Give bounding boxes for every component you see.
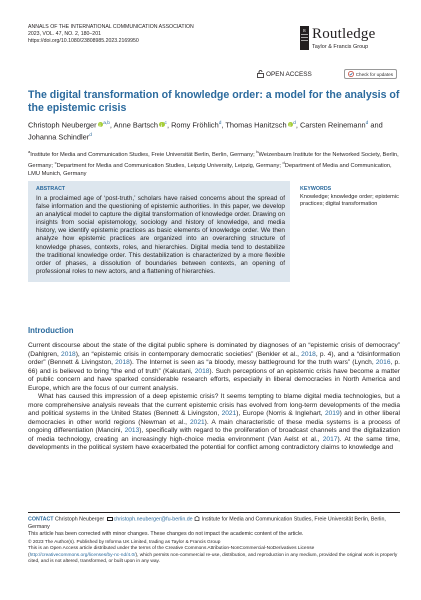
author-name[interactable]: Romy Fröhlich <box>171 120 219 130</box>
affiliation-b: Weizenbaum Institute for the Networked Society, Berlin, Germany; <box>28 151 399 170</box>
orcid-icon[interactable] <box>159 122 165 128</box>
orcid-icon[interactable] <box>98 122 104 128</box>
publisher-name: Routledge <box>312 26 376 42</box>
author-affil-sup: c <box>164 121 167 126</box>
introduction-body <box>28 342 400 453</box>
doi-link[interactable]: https://doi.org/10.1080/23808985.2023.2169950 <box>28 38 139 45</box>
paragraph: What has caused this impression of a deep epistemic crisis? It seems tempting to blame digital media technologies, but a more comprehensive analysis reveals that the current epistemic crisis has evolved from long-term developments of the media and political systems in the United States (Bennett & Livingston, 2021), Europe (Norris & Inglehart, 2019) and in other liberal democracies in other world regions (Newman et al., 2021). A main characteristic of these media systems is a process of ongoing differentiation (Mancini, 2013), specifically with regard to the proliferation of broadcast channels and the digitalization of media technology, creating an increasingly high-choice media environment (Van Aelst et al., 2017). At the same time, developments in the political system have exacerbated the potential for conflict among contradictory claims to knowledge and <box>28 393 401 451</box>
footnote-divider <box>28 512 400 513</box>
journal-header <box>28 24 288 46</box>
author-affil-sup: d <box>89 132 92 138</box>
license-link[interactable]: http://creativecommons.org/licenses/by-nc-nd/4.0/ <box>29 552 136 558</box>
author-affil-sup: d <box>218 121 222 126</box>
orcid-icon[interactable] <box>288 122 294 128</box>
contact-label: CONTACT <box>28 516 54 523</box>
paragraph: Current discourse about the state of the digital public sphere is dominated by diagnoses of an “epistemic crisis of democracy” (Dahlgren, 2018), an “epistemic crisis in contemporary democratic societies” (Benkler et al., 2018, p. 4), and a “disinformation order” (Bennett & Livingston, 2018). The Internet is seen as “a bloody, messy battleground for the truth wars” (Lynch, 2016, p. 66) and is believed to bring “the end of truth” (Kakutani, 2018). Such perceptions of an epistemic crisis have become a matter of public concern and have sparked considerable research efforts, especially in liberal democracies in North America and Europe, which are the focus of our current analysis. <box>28 342 401 392</box>
correction-note: This article has been corrected with minor changes. These changes do not impact the academic content of the article. <box>28 530 304 537</box>
author-name[interactable]: Carsten Reinemann <box>299 120 366 130</box>
check-updates-button[interactable] <box>344 69 397 79</box>
author-list: Christoph Neubergeri $^{a,b}$, Anne Bartschi $^c$, Romy Fröhlich$^d$, Thomas Hanitzschi $^d$, Carsten Reinemann$^d$ and Johanna Schindler$^d$ <box>28 119 400 142</box>
citation-link[interactable]: 2018 <box>61 350 76 358</box>
author-name[interactable]: Anne Bartsch <box>113 120 158 130</box>
email-icon <box>107 517 113 522</box>
article-title: The digital transformation of knowledge order: a model for the analysis of the epistemic crisis <box>28 89 400 114</box>
author-affil-sup: d <box>365 121 369 126</box>
copyright: © 2023 The Author(s). Published by Informa UK Limited, trading as Taylor & Francis Group <box>28 539 221 545</box>
open-lock-icon <box>257 70 264 78</box>
author-affil-sup: a,b <box>103 121 110 126</box>
abstract-text: In a proclaimed age of ‘post-truth,’ scholars have raised concerns about the spread of false information and the questioning of epistemic authorities. In this paper, we develop an analytical model to capture the digital transformation of knowledge order. Drawing on insights from social epistemology, sociology and history of knowledge, and media history, we identify epistemic practices as basic elements of knowledge order. We then analyze how epistemic practices are organized into an overarching structure of knowledge phases, contexts, roles, and hierarchies. Digital media tend to destabilize the traditional knowledge order. This destabilization is characterized by a more flexible order of phases, a dissolution of boundaries between contexts, an opening of professional roles to new actors, and a flattening of hierarchies. <box>36 195 285 275</box>
journal-name: ANNALS OF THE INTERNATIONAL COMMUNICATION ASSOCIATION <box>28 24 194 30</box>
contact-line <box>28 516 400 531</box>
routledge-logo-icon <box>300 26 309 50</box>
publisher-logo <box>300 24 400 54</box>
author-name[interactable]: Christoph Neuberger <box>28 120 97 130</box>
license-text: This is an Open Access article distributed under the terms of the Creative Commons Attribution-NonCommercial-NoDerivatives License (http://creativecommons.org/licenses/by-nc-nd/4.0/), which permits non-commercial re-use, distribution, and reproduction in any medium, provided the original work is properly cited, and is not altered, transformed, or built upon in any way. <box>28 546 398 565</box>
keywords-text: Knowledge; knowledge order; epistemic practices; digital transformation <box>300 194 399 208</box>
svg-text:R: R <box>303 28 306 33</box>
section-heading-introduction: Introduction <box>28 326 74 335</box>
open-access-badge <box>257 70 312 78</box>
author-affil-sup: d <box>293 121 296 126</box>
affiliations: $^a$Institute for Media and Communication Studies, Freie Universität Berlin, Berlin, Germany; $^b$Weizenbaum Institute for the Networked Society, Berlin, Germany; $^c$Department for Media and Communication Studies, Leipzig University, Leipzig, Germany; $^d$Department of Media and Communication, LMU Munich, Germany <box>28 149 399 177</box>
citation-link[interactable]: 2018 <box>194 367 210 375</box>
contact-name: Christoph Neuberger <box>54 516 105 523</box>
citation-link[interactable]: 2018 <box>115 359 130 366</box>
citation-link[interactable]: 2013 <box>124 427 140 434</box>
check-updates-icon <box>348 71 354 77</box>
footnotes <box>28 516 400 566</box>
open-access-label: OPEN ACCESS <box>266 70 312 78</box>
citation-link[interactable]: 2019 <box>324 410 340 417</box>
affiliation-a: Institute for Media and Communication Studies, Freie Universität Berlin, Berlin, Germany; <box>30 151 255 158</box>
contact-email[interactable]: christoph.neuberger@fu-berlin.de <box>113 516 193 523</box>
affiliation-d: Department of Media and Communication, LMU Munich, Germany <box>28 163 392 177</box>
citation-link[interactable]: 2021 <box>221 410 237 417</box>
publisher-group: Taylor & Francis Group <box>312 44 369 50</box>
author-name[interactable]: Thomas Hanitzsch <box>225 120 287 130</box>
contact-affiliation: Institute for Media and Communication Studies, Freie Universität Berlin, Berlin, Germany <box>28 516 386 530</box>
citation-link[interactable]: 2018 <box>301 350 316 358</box>
author-conjunction: and <box>370 120 383 130</box>
abstract-label: ABSTRACT <box>36 186 66 192</box>
access-row <box>257 70 397 80</box>
citation-link[interactable]: 2016 <box>375 359 391 366</box>
keywords-label: KEYWORDS <box>300 186 332 192</box>
check-updates-label: Check for updates <box>355 71 393 77</box>
institution-icon <box>194 516 200 521</box>
citation-link[interactable]: 2017 <box>322 435 338 443</box>
keywords-block <box>300 186 400 208</box>
author-name[interactable]: Johanna Schindler <box>28 132 90 142</box>
abstract-box <box>28 181 290 282</box>
journal-volume: 2023, VOL. 47, NO. 2, 180–201 <box>28 31 101 38</box>
affiliation-c: Department for Media and Communication Studies, Leipzig University, Leipzig, Germany; <box>56 163 281 170</box>
citation-link[interactable]: 2021 <box>189 418 205 426</box>
